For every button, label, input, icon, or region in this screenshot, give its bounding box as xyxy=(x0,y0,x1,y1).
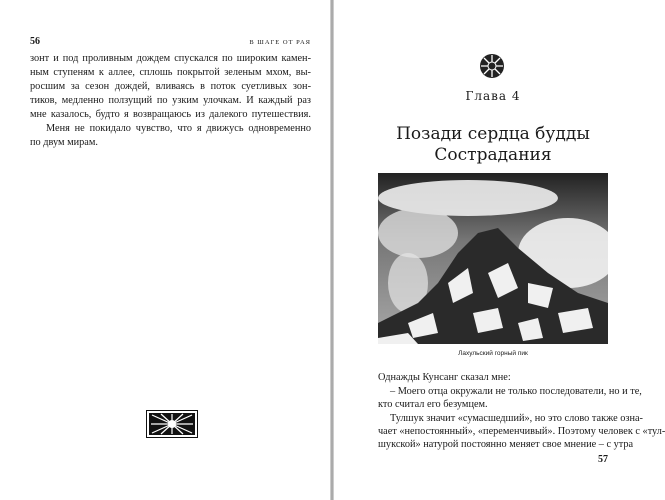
photo-caption: Лахульский горный пик xyxy=(458,350,528,357)
chapter-title-line1: Позади сердца будды xyxy=(396,124,590,144)
text-line: ным ступеням к аллее, сплошь покрытой зеленым мхом, вы- xyxy=(30,67,311,78)
text-line: мне казалось, будто я возвращаюсь из далекого путешествия. xyxy=(30,109,311,120)
page-number: 57 xyxy=(598,454,608,465)
left-page xyxy=(0,0,331,500)
text-line: шукской» натурой постоянно меняет свое мнение – с утра xyxy=(378,439,634,450)
mountain-photo xyxy=(378,173,608,344)
text-line: Тулшук значит «сумасшедший», но это слово также озна- xyxy=(390,413,643,424)
running-head: В ШАГЕ ОТ РАЯ xyxy=(249,39,311,46)
text-line: чает «непостоянный», «переменчивый». Поэтому человек с «тул- xyxy=(378,426,665,437)
wheel-ornament-icon xyxy=(479,53,505,79)
text-line: кто считал его безумцем. xyxy=(378,399,488,410)
text-line: Однажды Кунсанг сказал мне: xyxy=(378,372,511,383)
chapter-label: Глава 4 xyxy=(465,89,521,103)
text-line: тиков, медленно ползущий по узким улочкам. И каждый раз xyxy=(30,95,311,106)
text-line: по двум мирам. xyxy=(30,137,98,148)
chapter-title-line2: Сострадания xyxy=(434,145,552,165)
text-line: – Моего отца окружали не только последователи, но и те, xyxy=(390,386,642,397)
page-number: 56 xyxy=(30,36,40,47)
text-line: Меня не покидало чувство, что я движусь одновременно xyxy=(46,123,311,134)
text-line: росшим за сезон дождей, вливаясь в поток суетливых зон- xyxy=(30,81,311,92)
sun-ornament-icon xyxy=(146,410,198,438)
text-line: зонт и под проливным дождем спускался по широким камен- xyxy=(30,53,311,64)
